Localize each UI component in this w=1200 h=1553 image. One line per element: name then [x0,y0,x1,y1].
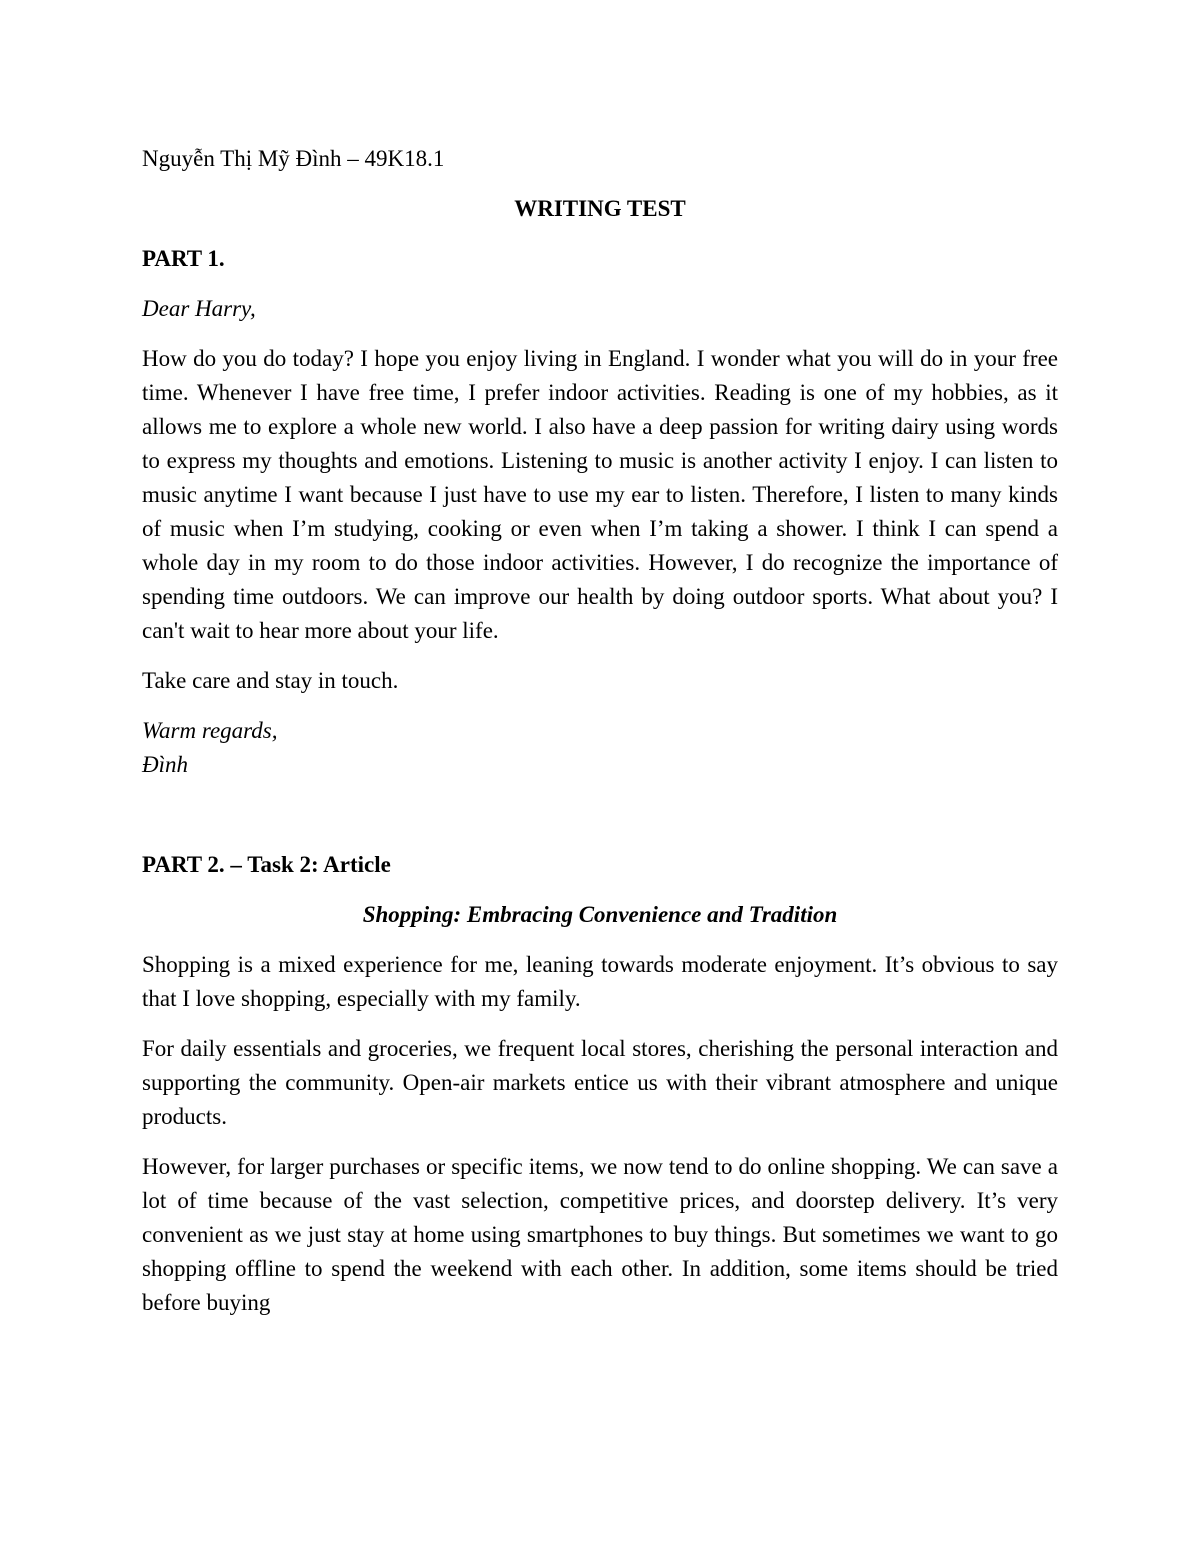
article-paragraph: For daily essentials and groceries, we frequent local stores, cherishing the personal interaction and supporting the community. Open-air markets entice us with their vibrant atmosphere and unique products. [142,1036,1058,1129]
letter-salutation: Dear Harry, [142,296,256,321]
letter-signature: Đình [142,752,188,777]
article-paragraph: Shopping is a mixed experience for me, leaning towards moderate enjoyment. It’s obvious to say that I love shopping, especially with my family. [142,952,1058,1011]
part1-heading: PART 1. [142,246,225,271]
author-line: Nguyễn Thị Mỹ Đình – 49K18.1 [142,146,445,171]
letter-body: How do you do today? I hope you enjoy living in England. I wonder what you will do in your free time. Whenever I have free time, I prefer indoor activities. Reading is one of my hobbies, as it allows me to explore a whole new world. I also have a deep passion for writing dairy using words to express my thoughts and emotions. Listening to music is another activity I enjoy. I can listen to music anytime I want because I just have to use my ear to listen. Therefore, I listen to many kinds of music when I’m studying, cooking or even when I’m taking a shower. I think I can spend a whole day in my room to do those indoor activities. However, I do recognize the importance of spending time outdoors. We can improve our health by doing outdoor sports. What about you? I can't wait to hear more about your life. [142,346,1058,643]
section-spacer [142,782,1058,848]
document-title: WRITING TEST [514,196,686,221]
article-title: Shopping: Embracing Convenience and Tradition [362,902,838,927]
part2-heading: PART 2. – Task 2: Article [142,852,391,877]
letter-closing: Take care and stay in touch. [142,668,399,693]
letter-signoff: Warm regards, [142,718,278,743]
article-paragraph: However, for larger purchases or specific items, we now tend to do online shopping. We can save a lot of time because of the vast selection, competitive prices, and doorstep delivery. It’s very convenient as we just stay at home using smartphones to buy things. But sometimes we want to go shopping offline to spend the weekend with each other. In addition, some items should be tried before buying [142,1154,1058,1315]
